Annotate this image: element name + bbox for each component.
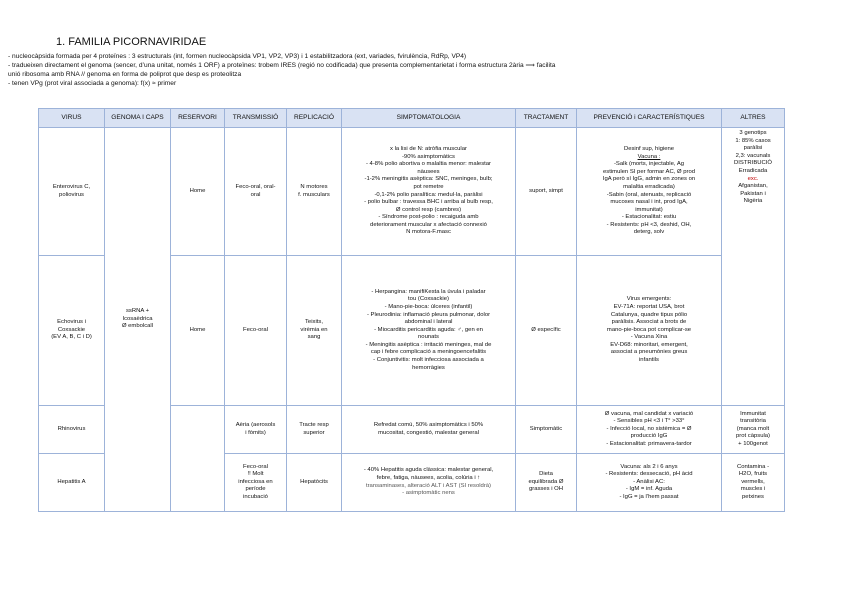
intro-block	[8, 52, 840, 88]
cell-line: (EV A, B, C i D)	[51, 334, 92, 341]
replicacio-cell	[287, 454, 342, 512]
cell-line: -90% asimptomàtics	[401, 153, 456, 160]
cell-line: - Conjuntivitis: molt infecciosa associada a	[373, 357, 484, 364]
cell-line: Catalunya, quadre tipus pólio	[610, 311, 688, 318]
cell-line: deteriorament muscular x afectació connexió	[370, 221, 487, 228]
cell-line: -0,1-2% polio paralítica: medul·la, paràlisi	[374, 191, 483, 198]
cell-line: nàusees	[417, 168, 440, 175]
cell-line: sang	[307, 334, 321, 341]
cell-line: estimulen SI per formar AC, Ø prod	[603, 168, 695, 175]
cell-line: tou (Coxsackie)	[408, 296, 449, 303]
cell-line: muscles i	[740, 486, 766, 493]
cell-line: !! Molt	[247, 471, 264, 478]
cell-line: - Estacionalitat: primavera-tardor	[606, 440, 692, 447]
cell-line: equilibrada Ø	[528, 478, 564, 485]
virus-cell	[39, 256, 105, 406]
cell-line: Ø control resp (cambres)	[395, 206, 462, 213]
cell-line: petxines	[742, 493, 764, 500]
cell-line: x la lisi de N: atròfia muscular	[390, 145, 467, 152]
replicacio-cell	[287, 406, 342, 454]
header-transmissio: TRANSMISSIÓ	[225, 109, 287, 128]
cell-line: - Vacuna Xina	[630, 334, 668, 341]
virus-table	[38, 108, 785, 512]
cell-line: Nigèria	[743, 198, 763, 205]
prevencio-cell	[577, 128, 722, 256]
cell-line: Aèria (aerosols	[235, 421, 276, 428]
cell-line: Afganistan,	[738, 183, 768, 190]
virus-cell	[39, 454, 105, 512]
cell-line: - Sensibles pH <3 i T° >33°	[613, 418, 685, 425]
cell-line: i fòmits)	[245, 429, 266, 436]
cell-line: - Resistents: pH <3, deshid, OH,	[606, 221, 692, 228]
header-altres: ALTRES	[722, 109, 785, 128]
cell-line: nounats	[418, 334, 439, 341]
cell-line: abdominal i lateral	[404, 319, 453, 326]
prevencio-cell	[577, 406, 722, 454]
cell-line: N motora-F.masc	[406, 229, 451, 236]
cell-line: Ø específic	[531, 326, 561, 333]
cell-line: deterg, solv	[633, 229, 665, 236]
cell-line: oral	[250, 191, 261, 198]
altres-cell	[722, 128, 785, 406]
cell-line: Simptomàtic	[529, 425, 563, 432]
reservori-cell	[171, 406, 225, 512]
cell-line: període	[245, 486, 266, 493]
intro-line: - tenen VPg (prot viral associada a genoma): f(x) ≈ primer	[8, 80, 177, 87]
transmissio-cell	[225, 406, 287, 454]
cell-line: Erradicada	[738, 167, 768, 174]
header-simptomatologia: SIMPTOMATOLOGIA	[342, 109, 516, 128]
cell-line: IgA però sí IgG, admin en zones on	[602, 176, 696, 183]
cell-line: Teixits,	[304, 319, 323, 326]
cell-line: -1-2% meningitis asèptica: SNC, meninges, bulb;	[364, 176, 493, 183]
cell-line: Enterovirus C,	[52, 183, 91, 190]
cell-line: ssRNA +	[125, 308, 150, 315]
tractament-cell	[516, 406, 577, 454]
genoma-cell	[105, 128, 171, 512]
cell-line: Vacuna: als 2 i 6 anys	[620, 463, 678, 470]
cell-line: Icosaèdrica	[122, 315, 153, 322]
cell-line: f. musculars	[298, 191, 330, 198]
cell-line: febre, fatiga, nàusees, acolia, colúria i ↑	[376, 474, 481, 481]
cell-line: - 4-8% polio abortiva o malaltia menor: malestar	[365, 161, 492, 168]
cell-line: incubació	[243, 493, 268, 500]
simptomatologia-cell	[342, 128, 516, 256]
cell-line: infantils	[639, 357, 659, 364]
cell-line: infecciosa en	[238, 478, 273, 485]
cell-line: malaltia erradicada)	[623, 183, 675, 190]
cell-line: Virus emergents:	[626, 296, 672, 303]
cell-line: - polio bulbar : travessa BHC i arriba al bulb resp,	[364, 199, 493, 206]
virus-cell	[39, 406, 105, 454]
cell-line: exc.	[747, 175, 759, 182]
cell-line: Desinf sup, higiene	[623, 145, 675, 152]
header-prevencio: PREVENCIÓ i CARACTERÍSTIQUES	[577, 109, 722, 128]
cell-line: DISTRIBUCIÓ	[734, 160, 772, 167]
cell-line: Refredat comú, 50% asimptomàtics i 50%	[373, 421, 484, 428]
cell-line: mucositat, congestió, malestar general	[378, 429, 479, 436]
cell-line: grasses i OH	[528, 486, 564, 493]
cell-line: - Infecció local, no sistèmica = Ø	[606, 425, 692, 432]
cell-line: vermells,	[741, 478, 765, 485]
simptomatologia-cell	[342, 454, 516, 512]
cell-line: pot remetre	[413, 183, 444, 190]
cell-line: H2O, fruits	[738, 471, 768, 478]
cell-line: mano-pie-boca pot complicar-se	[606, 326, 692, 333]
cell-line: - Resistents: dessecació, pH àcid	[605, 471, 693, 478]
cell-line: - Mano-pie-boca: úlceres (infantil)	[384, 303, 473, 310]
cell-line: Ø embolcall	[121, 323, 154, 330]
cell-line: Hepatitis A	[57, 478, 86, 485]
altres-cell	[722, 406, 785, 454]
intro-line: unió ribosoma amb RNA // genoma en forma de poliprot que desp es proteolitza	[8, 71, 242, 78]
cell-line: N motores	[300, 183, 328, 190]
cell-line: transitòria	[740, 418, 766, 425]
cell-line: prot càpsula)	[735, 433, 771, 440]
cell-line: -Salk (morts, injectable, Ag	[613, 161, 685, 168]
cell-line: virèmia en	[300, 326, 328, 333]
cell-line: Vacuna :	[637, 153, 661, 160]
cell-line: Tracte resp	[299, 421, 329, 428]
header-tractament: TRACTAMENT	[516, 109, 577, 128]
cell-line: Feco-oral	[243, 463, 268, 470]
replicacio-cell	[287, 256, 342, 406]
tractament-cell	[516, 256, 577, 406]
cell-line: - Meningitis asèptica : irritació meninges, mal de	[365, 341, 492, 348]
cell-line: mucoses nasal i int, prod IgA,	[610, 199, 688, 206]
cell-line: - IgG = ja l’hem passat	[619, 493, 679, 500]
cell-line: hemorràgies	[412, 364, 445, 371]
cell-line: - Miocarditis pericarditis aguda: ♂, gen en	[374, 326, 483, 333]
cell-line: - Estacionalitat: estiu	[621, 214, 677, 221]
cell-line: paràlisi	[743, 145, 763, 152]
cell-line: Echovirus i	[57, 319, 86, 326]
cell-line: EV-D68: minoritari, emergent,	[610, 341, 688, 348]
cell-line: (manca molt	[736, 425, 770, 432]
cell-line: - asimptomàtic nens	[402, 490, 455, 497]
cell-line: Pakistan i	[740, 190, 766, 197]
header-genoma: GENOMA I CAPS	[105, 109, 171, 128]
header-replicacio: REPLICACIÓ	[287, 109, 342, 128]
cell-line: suport, simpt	[529, 187, 563, 194]
virus-cell	[39, 128, 105, 256]
cell-line: cap i febre complicació a meningoencefalitis	[370, 349, 487, 356]
cell-line: Hepatòcits	[300, 478, 328, 485]
cell-line: Coxsackie	[57, 326, 86, 333]
tractament-cell	[516, 454, 577, 512]
table-header-row	[39, 109, 785, 128]
table-row-enterovirus	[39, 128, 785, 256]
cell-line: Feco-oral	[243, 326, 268, 333]
tractament-cell	[516, 128, 577, 256]
cell-line: producció IgG	[630, 433, 668, 440]
section-heading: 1. FAMILIA PICORNAVIRIDAE	[56, 36, 207, 48]
reservori-cell: Home	[171, 128, 225, 256]
cell-line: - Anàlisi AC:	[633, 478, 665, 485]
cell-line: Contamina -	[736, 463, 770, 470]
altres-cell	[722, 454, 785, 512]
cell-line: -Sabin (oral, atenuats, replicació	[606, 191, 692, 198]
transmissio-cell	[225, 454, 287, 512]
transmissio-cell	[225, 128, 287, 256]
cell-line: - IgM = inf. Aguda	[625, 486, 673, 493]
cell-line: Ø vacuna, mal candidat x variació	[604, 410, 694, 417]
cell-line: + 100genot	[738, 440, 768, 447]
cell-line: - 40% Hepatitis aguda clàssica: malestar general,	[363, 467, 494, 474]
cell-line: paràlisis. Associat a brots de	[611, 319, 687, 326]
cell-line: associat a pneumònies greus	[610, 349, 688, 356]
cell-line: 1: 85% casos	[735, 137, 771, 144]
cell-line: transaminases, alteració ALT i AST (SI resoldrà)	[365, 482, 492, 489]
cell-line: 3 genotips	[739, 130, 767, 136]
cell-line: Rhinovirus	[57, 425, 86, 432]
prevencio-cell	[577, 454, 722, 512]
cell-line: Dieta	[539, 471, 553, 478]
header-virus: VIRUS	[39, 109, 105, 128]
simptomatologia-cell	[342, 256, 516, 406]
cell-line: - Síndrome post-polio : recaiguda amb	[378, 214, 479, 221]
prevencio-cell	[577, 256, 722, 406]
cell-line: poliovirus	[59, 191, 84, 198]
transmissio-cell	[225, 256, 287, 406]
cell-line: superior	[303, 429, 325, 436]
replicacio-cell	[287, 128, 342, 256]
cell-line: EV-71A: reportat USA, brot	[613, 303, 685, 310]
cell-line: Feco-oral, oral-	[235, 183, 276, 190]
intro-line: - tradueixen directament el genoma (sencer, d’una unitat, només 1 ORF) a proteïnes: trobem IRES (regió no codificada) que presenta complementarietat i forma estructura 2ària ⟹ facilita	[8, 62, 556, 69]
cell-line: 2,3: vacunals	[735, 152, 771, 159]
cell-line: Immunitat	[740, 410, 766, 417]
reservori-cell: Home	[171, 256, 225, 406]
intro-line: - nucleocàpsida formada per 4 proteïnes : 3 estructurals (int, formen nucleocàpsida VP1, VP2, VP3) i 1 estabilitzadora (ext, variades, fvirulència, RdRp, VP4)	[8, 53, 467, 60]
simptomatologia-cell	[342, 406, 516, 454]
cell-line: - Herpangina: manifiKesta la úvula i paladar	[371, 288, 486, 295]
cell-line: - Pleurodinia: inflamació pleura pulmonar, dolor	[366, 311, 491, 318]
header-reservori: RESERVORI	[171, 109, 225, 128]
cell-line: immunitat)	[635, 206, 663, 213]
